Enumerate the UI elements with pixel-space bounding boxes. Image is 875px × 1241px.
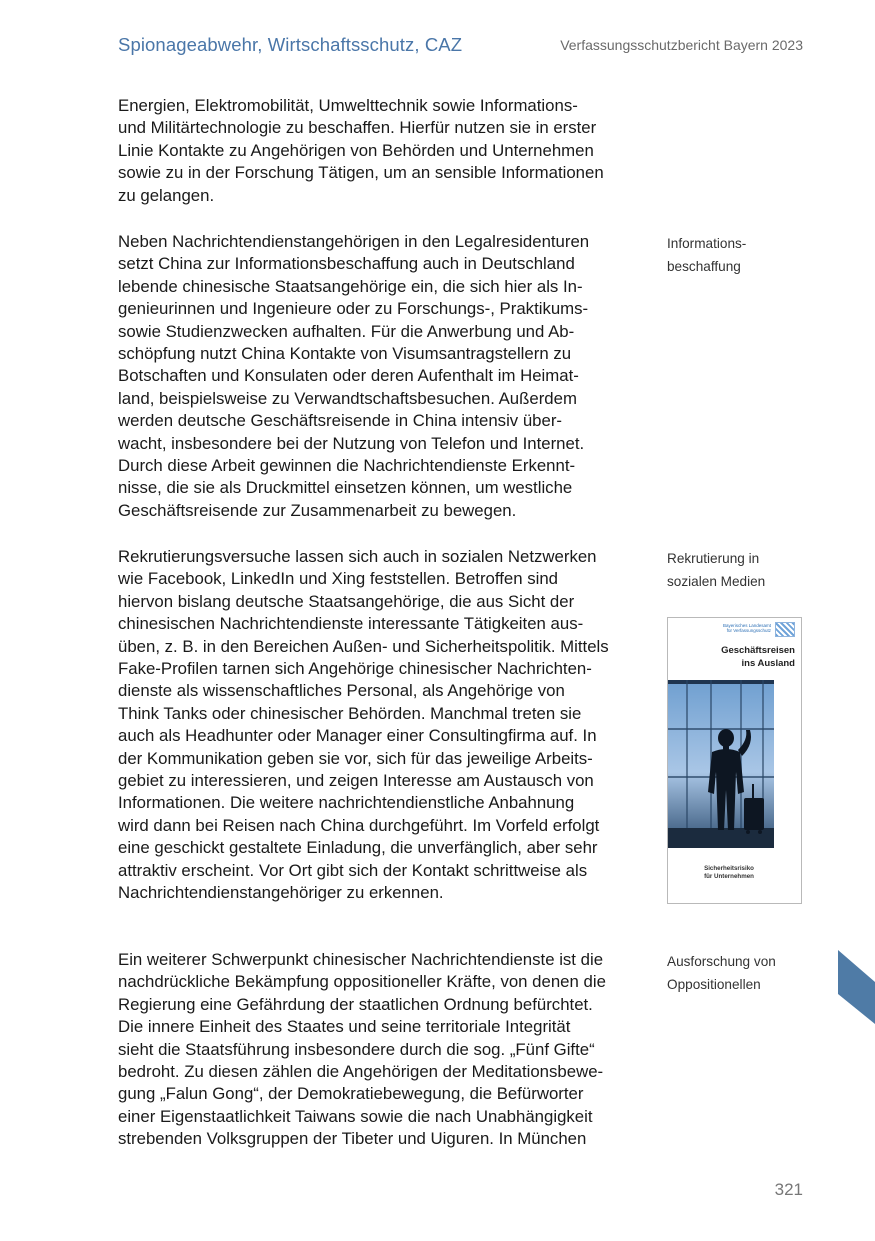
text-line: chinesischen Nachrichtendienste interessante Tätigkeiten aus- [118,614,584,634]
margin-note-line: beschaffung [667,258,741,274]
text-line: Nachrichtendienstangehöriger zu erkennen. [118,883,444,903]
text-line: nisse, die sie als Druckmittel einsetzen können, um westliche [118,478,573,498]
text-line: Durch diese Arbeit gewinnen die Nachrichtendienste Erkennt- [118,456,576,476]
text-line: nachdrückliche Bekämpfung oppositioneller Kräfte, von denen die [118,972,606,992]
text-line: dienste als wissenschaftliches Personal, als Angehörige von [118,681,565,701]
text-line: schöpfung nutzt China Kontakte von Visumsantragstellern zu [118,344,572,364]
text-line: werden deutsche Geschäftsreisende in China intensiv über- [118,411,563,431]
margin-note-line: sozialen Medien [667,573,766,589]
body-paragraph-2 [118,231,637,522]
text-line: Rekrutierungsversuche lassen sich auch in sozialen Netzwerken [118,547,597,566]
margin-note-line: Informations- [667,236,747,251]
text-line: wie Facebook, LinkedIn und Xing feststellen. Betroffen sind [118,569,559,589]
text-line: sowie zu in der Forschung Tätigen, um an sensible Informationen [118,163,604,183]
body-paragraph-4 [118,949,637,1151]
text-line: Informationen. Die weitere nachrichtendienstliche Anbahnung [118,793,575,813]
text-line: gebiet zu interessieren, und zeigen Interesse am Austausch von [118,771,594,791]
text-line: üben, z. B. in den Bereichen Außen- und Sicherheitspolitik. Mittels [118,636,609,656]
text-line: Die innere Einheit des Staates und seine territoriale Integrität [118,1017,571,1037]
text-line: setzt China zur Informationsbeschaffung auch in Deutschland [118,254,575,274]
brochure-subtitle-line: für Unternehmen [704,873,754,880]
margin-note-line: Ausforschung von [667,954,776,969]
text-line: zu gelangen. [118,185,215,205]
brochure-title [675,644,795,670]
text-line: der Kommunikation geben sie vor, sich für das jeweilige Arbeits- [118,748,593,768]
brochure-title-line: ins Ausland [741,658,795,669]
margin-note-line: Rekrutierung in [667,551,760,566]
brochure-logo-line: für Verfassungsschutz [726,628,771,633]
text-line: Linie Kontakte zu Angehörigen von Behörden und Unternehmen [118,140,594,160]
chapter-tab-marker [838,950,875,1024]
margin-note-information-gathering [667,233,817,278]
brochure-cover-image [667,617,802,904]
body-paragraph-3 [118,546,637,905]
margin-note-opposition-surveillance [667,951,817,996]
text-line: lebende chinesische Staatsangehörige ein, die sich hier als In- [118,276,583,296]
bavarian-crest-icon [775,622,795,637]
text-line: Geschäftsreisende zur Zusammenarbeit zu bewegen. [118,500,517,520]
text-line: attraktiv erscheint. Vor Ort gibt sich der Kontakt schrittweise als [118,860,588,880]
publication-title: Verfassungsschutzbericht Bayern 2023 [560,37,803,53]
traveler-silhouette-photo [668,680,774,848]
text-line: wacht, insbesondere bei der Nutzung von Telefon und Internet. [118,433,585,453]
section-title: Spionageabwehr, Wirtschaftsschutz, CAZ [118,34,463,55]
brochure-title-line: Geschäftsreisen [721,645,795,656]
text-line: einer Eigenstaatlichkeit Taiwans sowie die nach Unabhängigkeit [118,1106,593,1126]
text-line: wird dann bei Reisen nach China durchgeführt. Im Vorfeld erfolgt [118,815,600,835]
text-line: sieht die Staatsführung insbesondere durch die sog. „Fünf Gifte“ [118,1039,595,1059]
text-line: genieurinnen und Ingenieure oder zu Forschungs-, Praktikums- [118,299,589,319]
brochure-subtitle-line: Sicherheitsrisiko [704,865,754,872]
brochure-logo-line: Bayerisches Landesamt [722,623,771,628]
text-line: Think Tanks oder chinesischer Behörden. Manchmal treten sie [118,703,582,723]
text-line: strebenden Volksgruppen der Tibeter und Uiguren. In München [118,1129,587,1149]
text-line: Botschaften und Konsulaten oder deren Aufenthalt im Heimat- [118,366,579,386]
text-line: und Militärtechnologie zu beschaffen. Hierfür nutzen sie in erster [118,118,597,138]
brochure-logo-text [711,623,771,633]
text-line: hiervon bislang deutsche Staatsangehörige, die aus Sicht der [118,591,575,611]
text-line: Fake-Profilen tarnen sich Angehörige chinesischer Nachrichten- [118,659,592,679]
margin-note-social-media-recruitment [667,548,817,593]
text-line: auch als Headhunter oder Manager einer Consultingfirma auf. In [118,726,597,746]
body-paragraph-1 [118,95,637,207]
text-line: bedroht. Zu diesen zählen die Angehörigen der Meditationsbewe- [118,1062,604,1082]
brochure-subtitle [679,865,779,881]
text-line: eine geschickt gestaltete Einladung, die unverfänglich, aber sehr [118,838,598,858]
text-line: sowie Studienzwecken aufhalten. Für die Anwerbung und Ab- [118,321,575,341]
text-line: gung „Falun Gong“, der Demokratiebewegung, die Befürworter [118,1084,584,1104]
text-line: Regierung eine Gefährdung der staatlichen Ordnung befürchtet. [118,994,593,1014]
margin-note-line: Oppositionellen [667,976,761,992]
page-number: 321 [774,1180,803,1199]
text-line: Ein weiterer Schwerpunkt chinesischer Nachrichtendienste ist die [118,950,604,969]
text-line: Energien, Elektromobilität, Umwelttechnik sowie Informations- [118,96,578,115]
text-line: land, beispielsweise zu Verwandtschaftsbesuchen. Außerdem [118,388,577,408]
text-line: Neben Nachrichtendienstangehörigen in den Legalresidenturen [118,232,590,251]
